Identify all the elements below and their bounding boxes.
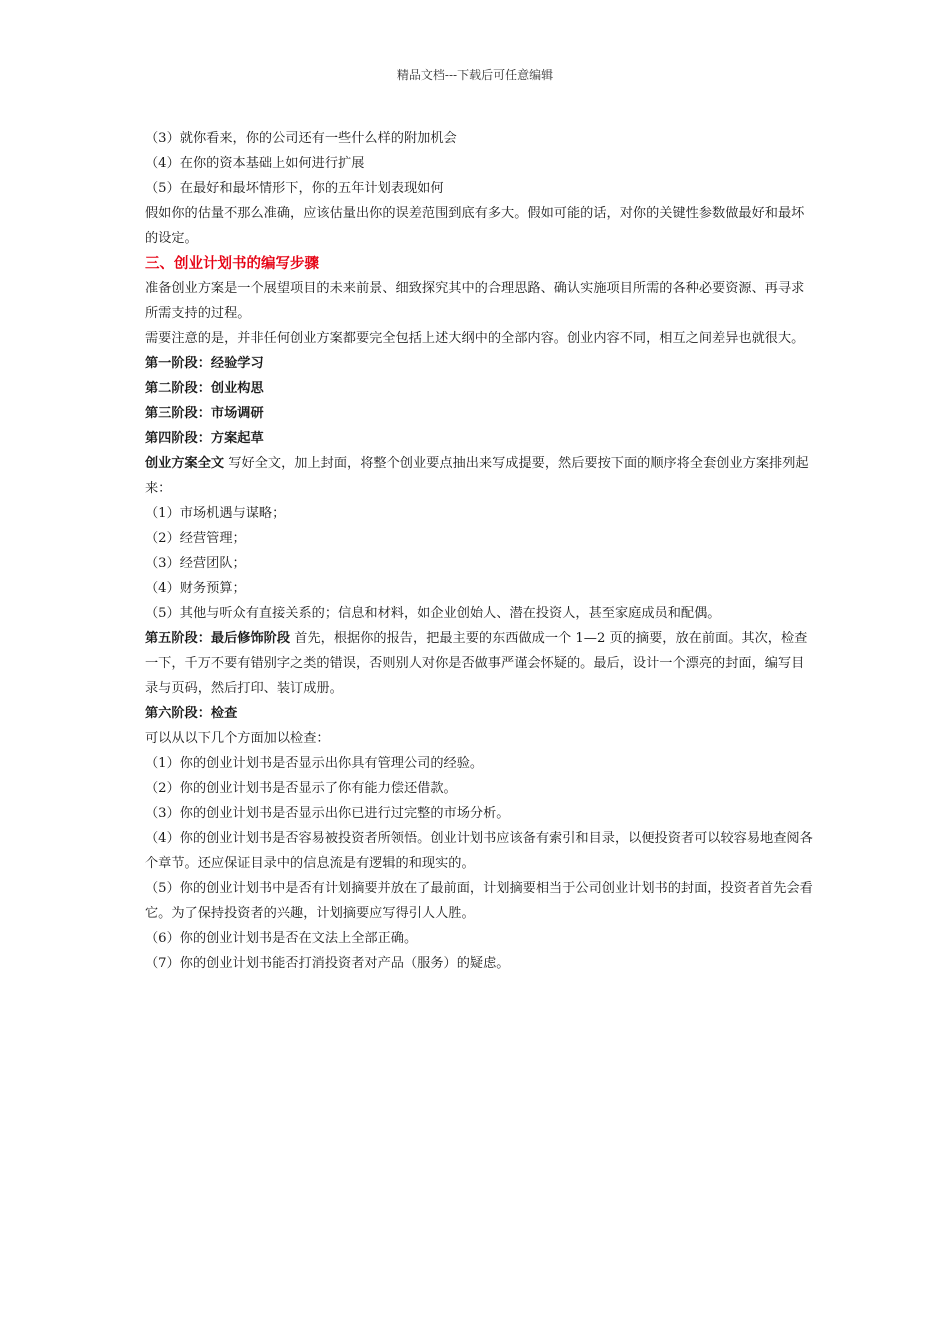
stage-heading: 第二阶段：创业构思 (145, 381, 264, 396)
list-item: （1）你的创业计划书是否显示出你具有管理公司的经验。 (145, 756, 484, 771)
list-item: （3）你的创业计划书是否显示出你已进行过完整的市场分析。 (145, 806, 510, 821)
paragraph: 可以从以下几个方面加以检查： (145, 731, 330, 746)
stage-heading: 第一阶段：经验学习 (145, 356, 264, 371)
paragraph: 假如你的估量不那么准确，应该估量出你的误差范围到底有多大。假如可能的话，对你的关键性参数做最好和最坏的设定。 (145, 206, 805, 246)
paragraph: 准备创业方案是一个展望项目的未来前景、细致探究其中的合理思路、确认实施项目所需的各种必要资源、再寻求所需支持的过程。 (145, 281, 805, 321)
list-item: （5）其他与听众有直接关系的；信息和材料，如企业创始人、潜在投资人，甚至家庭成员和配偶。 (145, 606, 721, 621)
inline-label: 创业方案全文 (145, 456, 225, 471)
list-item: （4）财务预算； (145, 581, 246, 596)
list-item: （3）经营团队； (145, 556, 246, 571)
stage-heading: 第四阶段：方案起草 (145, 431, 264, 446)
list-item: （2）经营管理； (145, 531, 246, 546)
list-item: （4）在你的资本基础上如何进行扩展 (145, 156, 365, 171)
stage-heading: 第三阶段：市场调研 (145, 406, 264, 421)
list-item: （7）你的创业计划书能否打消投资者对产品（服务）的疑虑。 (145, 956, 510, 971)
list-item: （3）就你看来，你的公司还有一些什么样的附加机会 (145, 131, 457, 146)
list-item: （2）你的创业计划书是否显示了你有能力偿还借款。 (145, 781, 457, 796)
inline-text: 首先，根据你的报告，把最主要的东西做成一个 1—2 页的摘要，放在前面。其次，检查一下，千万不要有错别字之类的错误，否则别人对你是否做事严谨会怀疑的。最后，设计一个漂亮的封面，编写目录与页码，然后打印、装订成册。 (145, 631, 808, 696)
paragraph (145, 626, 815, 701)
stage-heading: 第六阶段：检查 (145, 706, 238, 721)
paragraph (145, 451, 815, 501)
list-item: （1）市场机遇与谋略； (145, 506, 286, 521)
inline-label: 第五阶段：最后修饰阶段 (145, 631, 291, 646)
page-header: 精品文档---下载后可任意编辑 (396, 68, 554, 82)
document-body (145, 126, 815, 976)
list-item: （4）你的创业计划书是否容易被投资者所领悟。创业计划书应该备有索引和目录，以便投资者可以较容易地查阅各个章节。还应保证目录中的信息流是有逻辑的和现实的。 (145, 831, 813, 871)
list-item: （5）你的创业计划书中是否有计划摘要并放在了最前面，计划摘要相当于公司创业计划书的封面，投资者首先会看它。为了保持投资者的兴趣，计划摘要应写得引人人胜。 (145, 881, 813, 921)
paragraph: 需要注意的是，并非任何创业方案都要完全包括上述大纲中的全部内容。创业内容不同，相互之间差异也就很大。 (145, 331, 805, 346)
list-item: （5）在最好和最坏情形下，你的五年计划表现如何 (145, 181, 444, 196)
list-item: （6）你的创业计划书是否在文法上全部正确。 (145, 931, 418, 946)
inline-text: 写好全文，加上封面，将整个创业要点抽出来写成提要，然后要按下面的顺序将全套创业方案排列起来： (145, 456, 809, 496)
section-heading: 三、创业计划书的编写步骤 (145, 255, 319, 272)
